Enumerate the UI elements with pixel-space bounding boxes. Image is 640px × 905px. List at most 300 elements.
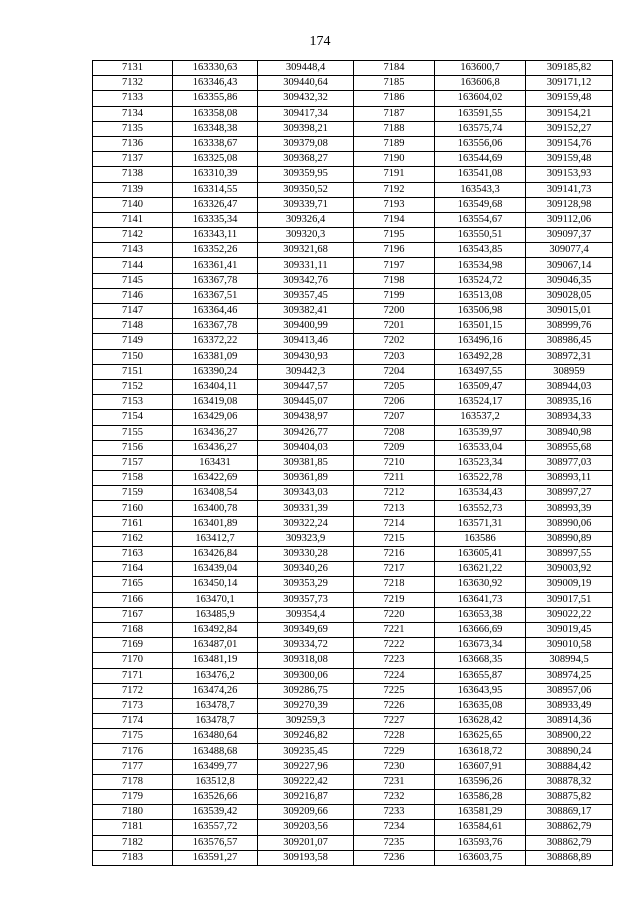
left-x-coordinate-cell: 163488,68 (173, 744, 258, 759)
left-y-coordinate-cell: 309286,75 (258, 683, 354, 698)
right-x-coordinate-cell: 163497,55 (435, 364, 526, 379)
table-row (93, 91, 613, 106)
left-point-number-cell: 7151 (93, 364, 173, 379)
right-y-coordinate-cell: 309003,92 (526, 562, 613, 577)
table-row (93, 197, 613, 212)
right-y-coordinate-cell: 309171,12 (526, 76, 613, 91)
left-x-coordinate-cell: 163381,09 (173, 349, 258, 364)
right-y-coordinate-cell: 309015,01 (526, 304, 613, 319)
table-row (93, 835, 613, 850)
right-point-number-cell: 7209 (354, 440, 435, 455)
table-row (93, 334, 613, 349)
right-y-coordinate-cell: 309185,82 (526, 61, 613, 76)
right-y-coordinate-cell: 308972,31 (526, 349, 613, 364)
right-y-coordinate-cell: 309159,48 (526, 91, 613, 106)
right-y-coordinate-cell: 309019,45 (526, 622, 613, 637)
left-point-number-cell: 7159 (93, 486, 173, 501)
right-y-coordinate-cell: 308959 (526, 364, 613, 379)
table-row (93, 61, 613, 76)
left-x-coordinate-cell: 163310,39 (173, 167, 258, 182)
left-y-coordinate-cell: 309209,66 (258, 805, 354, 820)
left-x-coordinate-cell: 163338,67 (173, 136, 258, 151)
table-row (93, 607, 613, 622)
left-y-coordinate-cell: 309447,57 (258, 379, 354, 394)
right-x-coordinate-cell: 163543,3 (435, 182, 526, 197)
left-x-coordinate-cell: 163335,34 (173, 212, 258, 227)
table-row (93, 440, 613, 455)
right-point-number-cell: 7214 (354, 516, 435, 531)
right-point-number-cell: 7228 (354, 729, 435, 744)
right-x-coordinate-cell: 163630,92 (435, 577, 526, 592)
left-y-coordinate-cell: 309339,71 (258, 197, 354, 212)
left-y-coordinate-cell: 309353,29 (258, 577, 354, 592)
left-point-number-cell: 7183 (93, 850, 173, 865)
right-point-number-cell: 7213 (354, 501, 435, 516)
right-point-number-cell: 7211 (354, 471, 435, 486)
right-y-coordinate-cell: 309067,14 (526, 258, 613, 273)
right-y-coordinate-cell: 308890,24 (526, 744, 613, 759)
left-point-number-cell: 7141 (93, 212, 173, 227)
left-y-coordinate-cell: 309259,3 (258, 714, 354, 729)
right-point-number-cell: 7224 (354, 668, 435, 683)
right-x-coordinate-cell: 163544,69 (435, 152, 526, 167)
right-x-coordinate-cell: 163655,87 (435, 668, 526, 683)
left-point-number-cell: 7168 (93, 622, 173, 637)
right-point-number-cell: 7212 (354, 486, 435, 501)
right-x-coordinate-cell: 163509,47 (435, 379, 526, 394)
left-point-number-cell: 7170 (93, 653, 173, 668)
left-x-coordinate-cell: 163431 (173, 455, 258, 470)
left-point-number-cell: 7132 (93, 76, 173, 91)
left-x-coordinate-cell: 163492,84 (173, 622, 258, 637)
left-y-coordinate-cell: 309382,41 (258, 304, 354, 319)
left-y-coordinate-cell: 309330,28 (258, 547, 354, 562)
left-x-coordinate-cell: 163330,63 (173, 61, 258, 76)
left-x-coordinate-cell: 163450,14 (173, 577, 258, 592)
right-point-number-cell: 7223 (354, 653, 435, 668)
right-y-coordinate-cell: 308875,82 (526, 790, 613, 805)
left-point-number-cell: 7173 (93, 698, 173, 713)
left-point-number-cell: 7133 (93, 91, 173, 106)
right-y-coordinate-cell: 309154,76 (526, 136, 613, 151)
left-x-coordinate-cell: 163326,47 (173, 197, 258, 212)
table-row (93, 516, 613, 531)
left-point-number-cell: 7178 (93, 774, 173, 789)
left-y-coordinate-cell: 309300,06 (258, 668, 354, 683)
left-point-number-cell: 7153 (93, 395, 173, 410)
right-x-coordinate-cell: 163653,38 (435, 607, 526, 622)
left-y-coordinate-cell: 309322,24 (258, 516, 354, 531)
right-x-coordinate-cell: 163552,73 (435, 501, 526, 516)
left-y-coordinate-cell: 309227,96 (258, 759, 354, 774)
left-point-number-cell: 7177 (93, 759, 173, 774)
table-row (93, 759, 613, 774)
left-x-coordinate-cell: 163436,27 (173, 425, 258, 440)
right-x-coordinate-cell: 163556,06 (435, 136, 526, 151)
right-x-coordinate-cell: 163501,15 (435, 319, 526, 334)
left-point-number-cell: 7163 (93, 547, 173, 562)
right-point-number-cell: 7207 (354, 410, 435, 425)
right-point-number-cell: 7208 (354, 425, 435, 440)
left-x-coordinate-cell: 163404,11 (173, 379, 258, 394)
left-point-number-cell: 7158 (93, 471, 173, 486)
left-point-number-cell: 7149 (93, 334, 173, 349)
right-point-number-cell: 7222 (354, 638, 435, 653)
table-row (93, 805, 613, 820)
left-x-coordinate-cell: 163439,04 (173, 562, 258, 577)
left-point-number-cell: 7181 (93, 820, 173, 835)
left-x-coordinate-cell: 163367,51 (173, 288, 258, 303)
right-point-number-cell: 7198 (354, 273, 435, 288)
left-y-coordinate-cell: 309342,76 (258, 273, 354, 288)
right-point-number-cell: 7195 (354, 228, 435, 243)
right-point-number-cell: 7197 (354, 258, 435, 273)
left-point-number-cell: 7142 (93, 228, 173, 243)
table-row (93, 592, 613, 607)
left-y-coordinate-cell: 309270,39 (258, 698, 354, 713)
table-row (93, 729, 613, 744)
right-x-coordinate-cell: 163543,85 (435, 243, 526, 258)
left-x-coordinate-cell: 163355,86 (173, 91, 258, 106)
right-x-coordinate-cell: 163550,51 (435, 228, 526, 243)
right-x-coordinate-cell: 163584,61 (435, 820, 526, 835)
right-x-coordinate-cell: 163522,78 (435, 471, 526, 486)
table-row (93, 228, 613, 243)
left-y-coordinate-cell: 309426,77 (258, 425, 354, 440)
left-point-number-cell: 7182 (93, 835, 173, 850)
left-y-coordinate-cell: 309400,99 (258, 319, 354, 334)
table-row (93, 714, 613, 729)
left-x-coordinate-cell: 163348,38 (173, 121, 258, 136)
left-point-number-cell: 7166 (93, 592, 173, 607)
table-row (93, 486, 613, 501)
right-y-coordinate-cell: 309141,73 (526, 182, 613, 197)
left-point-number-cell: 7138 (93, 167, 173, 182)
right-x-coordinate-cell: 163541,08 (435, 167, 526, 182)
left-y-coordinate-cell: 309368,27 (258, 152, 354, 167)
left-y-coordinate-cell: 309323,9 (258, 531, 354, 546)
right-point-number-cell: 7202 (354, 334, 435, 349)
left-x-coordinate-cell: 163346,43 (173, 76, 258, 91)
left-y-coordinate-cell: 309331,39 (258, 501, 354, 516)
coordinates-table (92, 60, 613, 866)
right-x-coordinate-cell: 163593,76 (435, 835, 526, 850)
right-x-coordinate-cell: 163537,2 (435, 410, 526, 425)
left-x-coordinate-cell: 163352,26 (173, 243, 258, 258)
right-point-number-cell: 7199 (354, 288, 435, 303)
right-y-coordinate-cell: 308986,45 (526, 334, 613, 349)
right-x-coordinate-cell: 163586 (435, 531, 526, 546)
table-row (93, 531, 613, 546)
table-row (93, 273, 613, 288)
table-row (93, 349, 613, 364)
right-point-number-cell: 7221 (354, 622, 435, 637)
right-x-coordinate-cell: 163554,67 (435, 212, 526, 227)
right-x-coordinate-cell: 163607,91 (435, 759, 526, 774)
left-x-coordinate-cell: 163372,22 (173, 334, 258, 349)
right-point-number-cell: 7190 (354, 152, 435, 167)
table-row (93, 258, 613, 273)
left-x-coordinate-cell: 163499,77 (173, 759, 258, 774)
right-x-coordinate-cell: 163533,04 (435, 440, 526, 455)
table-row (93, 212, 613, 227)
table-row (93, 668, 613, 683)
left-y-coordinate-cell: 309417,34 (258, 106, 354, 121)
table-row (93, 364, 613, 379)
left-x-coordinate-cell: 163361,41 (173, 258, 258, 273)
left-x-coordinate-cell: 163478,7 (173, 714, 258, 729)
right-x-coordinate-cell: 163600,7 (435, 61, 526, 76)
right-x-coordinate-cell: 163591,55 (435, 106, 526, 121)
left-y-coordinate-cell: 309404,03 (258, 440, 354, 455)
left-point-number-cell: 7152 (93, 379, 173, 394)
right-y-coordinate-cell: 308868,89 (526, 850, 613, 865)
left-x-coordinate-cell: 163343,11 (173, 228, 258, 243)
left-x-coordinate-cell: 163358,08 (173, 106, 258, 121)
page-number: 174 (309, 34, 331, 49)
left-y-coordinate-cell: 309432,32 (258, 91, 354, 106)
right-x-coordinate-cell: 163534,43 (435, 486, 526, 501)
left-point-number-cell: 7162 (93, 531, 173, 546)
right-x-coordinate-cell: 163534,98 (435, 258, 526, 273)
left-y-coordinate-cell: 309222,42 (258, 774, 354, 789)
left-y-coordinate-cell: 309381,85 (258, 455, 354, 470)
right-x-coordinate-cell: 163673,34 (435, 638, 526, 653)
right-y-coordinate-cell: 308862,79 (526, 820, 613, 835)
right-x-coordinate-cell: 163603,75 (435, 850, 526, 865)
left-y-coordinate-cell: 309361,89 (258, 471, 354, 486)
right-x-coordinate-cell: 163625,65 (435, 729, 526, 744)
table-row (93, 243, 613, 258)
right-point-number-cell: 7204 (354, 364, 435, 379)
left-x-coordinate-cell: 163412,7 (173, 531, 258, 546)
right-x-coordinate-cell: 163524,72 (435, 273, 526, 288)
left-x-coordinate-cell: 163487,01 (173, 638, 258, 653)
right-x-coordinate-cell: 163618,72 (435, 744, 526, 759)
right-y-coordinate-cell: 309046,35 (526, 273, 613, 288)
left-point-number-cell: 7137 (93, 152, 173, 167)
table-row (93, 182, 613, 197)
right-point-number-cell: 7210 (354, 455, 435, 470)
left-x-coordinate-cell: 163429,06 (173, 410, 258, 425)
left-y-coordinate-cell: 309359,95 (258, 167, 354, 182)
left-x-coordinate-cell: 163476,2 (173, 668, 258, 683)
right-y-coordinate-cell: 308869,17 (526, 805, 613, 820)
right-x-coordinate-cell: 163586,28 (435, 790, 526, 805)
left-y-coordinate-cell: 309216,87 (258, 790, 354, 805)
right-point-number-cell: 7233 (354, 805, 435, 820)
right-y-coordinate-cell: 309152,27 (526, 121, 613, 136)
right-x-coordinate-cell: 163539,97 (435, 425, 526, 440)
right-x-coordinate-cell: 163571,31 (435, 516, 526, 531)
right-x-coordinate-cell: 163524,17 (435, 395, 526, 410)
right-y-coordinate-cell: 308933,49 (526, 698, 613, 713)
right-x-coordinate-cell: 163641,73 (435, 592, 526, 607)
right-y-coordinate-cell: 309159,48 (526, 152, 613, 167)
right-point-number-cell: 7187 (354, 106, 435, 121)
left-x-coordinate-cell: 163480,64 (173, 729, 258, 744)
right-y-coordinate-cell: 308974,25 (526, 668, 613, 683)
left-y-coordinate-cell: 309413,46 (258, 334, 354, 349)
right-x-coordinate-cell: 163604,02 (435, 91, 526, 106)
left-x-coordinate-cell: 163478,7 (173, 698, 258, 713)
table-row (93, 288, 613, 303)
table-row (93, 167, 613, 182)
right-x-coordinate-cell: 163513,08 (435, 288, 526, 303)
right-point-number-cell: 7205 (354, 379, 435, 394)
right-y-coordinate-cell: 308934,33 (526, 410, 613, 425)
right-x-coordinate-cell: 163523,34 (435, 455, 526, 470)
left-point-number-cell: 7143 (93, 243, 173, 258)
right-y-coordinate-cell: 309022,22 (526, 607, 613, 622)
left-y-coordinate-cell: 309203,56 (258, 820, 354, 835)
left-y-coordinate-cell: 309354,4 (258, 607, 354, 622)
table-row (93, 471, 613, 486)
table-row (93, 744, 613, 759)
right-y-coordinate-cell: 309097,37 (526, 228, 613, 243)
left-y-coordinate-cell: 309430,93 (258, 349, 354, 364)
right-x-coordinate-cell: 163668,35 (435, 653, 526, 668)
left-y-coordinate-cell: 309318,08 (258, 653, 354, 668)
left-y-coordinate-cell: 309438,97 (258, 410, 354, 425)
left-x-coordinate-cell: 163325,08 (173, 152, 258, 167)
left-x-coordinate-cell: 163474,26 (173, 683, 258, 698)
right-y-coordinate-cell: 309009,19 (526, 577, 613, 592)
left-y-coordinate-cell: 309398,21 (258, 121, 354, 136)
table-row (93, 577, 613, 592)
right-point-number-cell: 7230 (354, 759, 435, 774)
right-y-coordinate-cell: 308884,42 (526, 759, 613, 774)
table-row (93, 562, 613, 577)
right-y-coordinate-cell: 309128,98 (526, 197, 613, 212)
right-point-number-cell: 7184 (354, 61, 435, 76)
right-x-coordinate-cell: 163549,68 (435, 197, 526, 212)
table-row (93, 774, 613, 789)
table-row (93, 547, 613, 562)
left-x-coordinate-cell: 163314,55 (173, 182, 258, 197)
right-x-coordinate-cell: 163605,41 (435, 547, 526, 562)
left-x-coordinate-cell: 163591,27 (173, 850, 258, 865)
left-x-coordinate-cell: 163422,69 (173, 471, 258, 486)
right-point-number-cell: 7206 (354, 395, 435, 410)
right-y-coordinate-cell: 308940,98 (526, 425, 613, 440)
left-point-number-cell: 7155 (93, 425, 173, 440)
right-point-number-cell: 7200 (354, 304, 435, 319)
table-row (93, 304, 613, 319)
left-x-coordinate-cell: 163400,78 (173, 501, 258, 516)
left-x-coordinate-cell: 163367,78 (173, 319, 258, 334)
right-point-number-cell: 7196 (354, 243, 435, 258)
table-row (93, 683, 613, 698)
left-y-coordinate-cell: 309357,73 (258, 592, 354, 607)
left-y-coordinate-cell: 309448,4 (258, 61, 354, 76)
table-row (93, 152, 613, 167)
table-row (93, 850, 613, 865)
table-row (93, 425, 613, 440)
right-x-coordinate-cell: 163496,16 (435, 334, 526, 349)
left-x-coordinate-cell: 163512,8 (173, 774, 258, 789)
table-row (93, 106, 613, 121)
left-point-number-cell: 7150 (93, 349, 173, 364)
left-y-coordinate-cell: 309320,3 (258, 228, 354, 243)
left-y-coordinate-cell: 309349,69 (258, 622, 354, 637)
right-point-number-cell: 7236 (354, 850, 435, 865)
right-y-coordinate-cell: 308914,36 (526, 714, 613, 729)
right-point-number-cell: 7227 (354, 714, 435, 729)
right-point-number-cell: 7216 (354, 547, 435, 562)
left-point-number-cell: 7147 (93, 304, 173, 319)
left-x-coordinate-cell: 163401,89 (173, 516, 258, 531)
left-point-number-cell: 7161 (93, 516, 173, 531)
right-y-coordinate-cell: 309077,4 (526, 243, 613, 258)
right-x-coordinate-cell: 163643,95 (435, 683, 526, 698)
coordinates-table-body (93, 61, 613, 866)
right-x-coordinate-cell: 163628,42 (435, 714, 526, 729)
table-row (93, 410, 613, 425)
left-x-coordinate-cell: 163576,57 (173, 835, 258, 850)
right-x-coordinate-cell: 163492,28 (435, 349, 526, 364)
left-point-number-cell: 7136 (93, 136, 173, 151)
left-y-coordinate-cell: 309343,03 (258, 486, 354, 501)
right-point-number-cell: 7203 (354, 349, 435, 364)
left-y-coordinate-cell: 309440,64 (258, 76, 354, 91)
left-y-coordinate-cell: 309246,82 (258, 729, 354, 744)
left-point-number-cell: 7144 (93, 258, 173, 273)
left-y-coordinate-cell: 309193,58 (258, 850, 354, 865)
left-point-number-cell: 7145 (93, 273, 173, 288)
right-y-coordinate-cell: 308900,22 (526, 729, 613, 744)
left-x-coordinate-cell: 163485,9 (173, 607, 258, 622)
left-point-number-cell: 7175 (93, 729, 173, 744)
table-row (93, 790, 613, 805)
left-point-number-cell: 7139 (93, 182, 173, 197)
left-point-number-cell: 7172 (93, 683, 173, 698)
right-point-number-cell: 7232 (354, 790, 435, 805)
right-point-number-cell: 7217 (354, 562, 435, 577)
table-row (93, 638, 613, 653)
table-row (93, 395, 613, 410)
table-row (93, 76, 613, 91)
left-point-number-cell: 7169 (93, 638, 173, 653)
left-point-number-cell: 7164 (93, 562, 173, 577)
left-x-coordinate-cell: 163481,19 (173, 653, 258, 668)
right-y-coordinate-cell: 308990,06 (526, 516, 613, 531)
left-y-coordinate-cell: 309321,68 (258, 243, 354, 258)
right-y-coordinate-cell: 309153,93 (526, 167, 613, 182)
right-y-coordinate-cell: 308990,89 (526, 531, 613, 546)
left-point-number-cell: 7146 (93, 288, 173, 303)
table-row (93, 319, 613, 334)
table-row (93, 121, 613, 136)
left-x-coordinate-cell: 163526,66 (173, 790, 258, 805)
left-y-coordinate-cell: 309201,07 (258, 835, 354, 850)
right-x-coordinate-cell: 163596,26 (435, 774, 526, 789)
right-y-coordinate-cell: 308997,27 (526, 486, 613, 501)
left-x-coordinate-cell: 163367,78 (173, 273, 258, 288)
left-x-coordinate-cell: 163436,27 (173, 440, 258, 455)
left-point-number-cell: 7140 (93, 197, 173, 212)
left-x-coordinate-cell: 163408,54 (173, 486, 258, 501)
left-point-number-cell: 7174 (93, 714, 173, 729)
right-y-coordinate-cell: 308993,39 (526, 501, 613, 516)
left-y-coordinate-cell: 309445,07 (258, 395, 354, 410)
right-point-number-cell: 7188 (354, 121, 435, 136)
left-y-coordinate-cell: 309334,72 (258, 638, 354, 653)
left-y-coordinate-cell: 309357,45 (258, 288, 354, 303)
right-y-coordinate-cell: 309028,05 (526, 288, 613, 303)
right-point-number-cell: 7226 (354, 698, 435, 713)
left-point-number-cell: 7154 (93, 410, 173, 425)
